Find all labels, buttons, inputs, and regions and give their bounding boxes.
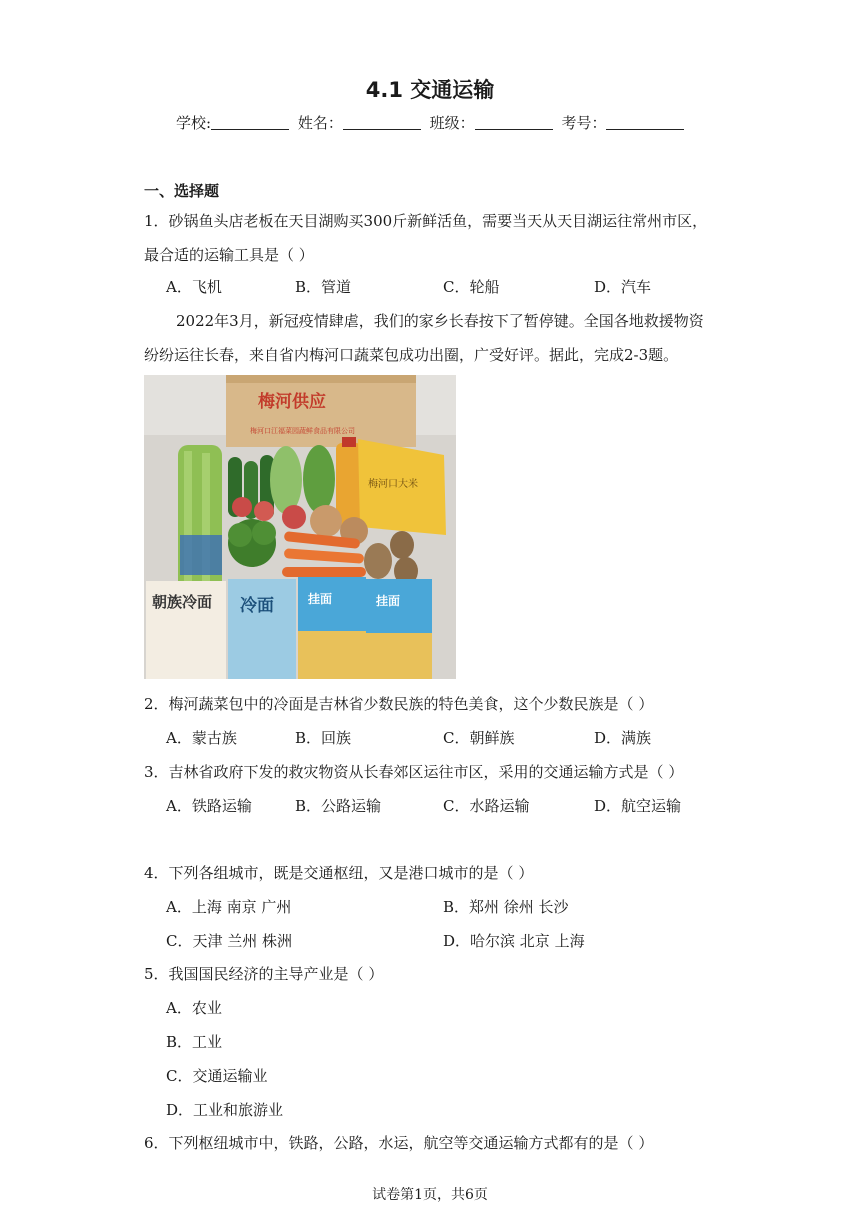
passage-line1: 2022年3月，新冠疫情肆虐，我们的家乡长春按下了暂停键。全国各地救援物资	[176, 312, 704, 330]
q2-option-c[interactable]: C．朝鲜族	[443, 729, 515, 747]
q5-text: 5．我国国民经济的主导产业是（ ）	[144, 965, 384, 983]
school-label: 学校:	[176, 114, 212, 132]
q5-option-d[interactable]: D．工业和旅游业	[166, 1101, 284, 1119]
q2-option-b[interactable]: B．回族	[295, 729, 352, 747]
q4-option-d[interactable]: D．哈尔滨 北京 上海	[443, 932, 585, 950]
exam-no-blank[interactable]	[606, 115, 684, 130]
student-info-line	[176, 112, 688, 133]
q4-option-a[interactable]: A．上海 南京 广州	[166, 898, 292, 916]
q1-text-line1: 1．砂锅鱼头店老板在天目湖购买300斤新鲜活鱼，需要当天从天目湖运往常州市区，	[144, 212, 708, 230]
passage-line2: 纷纷运往长春，来自省内梅河口蔬菜包成功出圈，广受好评。据此，完成2-3题。	[144, 346, 679, 364]
class-blank[interactable]	[475, 115, 553, 130]
q3-option-a[interactable]: A．铁路运输	[166, 797, 252, 815]
section-heading: 一、选择题	[144, 182, 220, 200]
noodle-bag2-label: 冷面	[240, 596, 274, 616]
q5-option-c[interactable]: C．交通运输业	[166, 1067, 268, 1085]
q4-option-b[interactable]: B．郑州 徐州 长沙	[443, 898, 569, 916]
q3-option-c[interactable]: C．水路运输	[443, 797, 530, 815]
q6-text: 6．下列枢纽城市中，铁路，公路，水运，航空等交通运输方式都有的是（ ）	[144, 1134, 654, 1152]
q1-option-c[interactable]: C．轮船	[443, 278, 500, 296]
rice-bag-label: 梅河口大米	[368, 479, 418, 490]
q5-option-a[interactable]: A．农业	[166, 999, 222, 1017]
q5-option-b[interactable]: B．工业	[166, 1033, 223, 1051]
page-title: 4.1 交通运输	[365, 78, 495, 102]
name-blank[interactable]	[343, 115, 421, 130]
q1-option-d[interactable]: D．汽车	[594, 278, 652, 296]
q2-option-d[interactable]: D．满族	[594, 729, 652, 747]
q1-option-b[interactable]: B．管道	[295, 278, 352, 296]
page-footer: 试卷第1页，共6页	[372, 1187, 488, 1203]
q3-option-d[interactable]: D．航空运输	[594, 797, 682, 815]
school-blank[interactable]	[211, 115, 289, 130]
name-label: 姓名：	[297, 114, 343, 132]
noodle-bag1-label: 朝族冷面	[152, 593, 213, 611]
q4-option-c[interactable]: C．天津 兰州 株洲	[166, 932, 293, 950]
box-sublabel: 梅河口江福菜园蔬鲜食品有限公司	[250, 427, 355, 435]
q3-option-b[interactable]: B．公路运输	[295, 797, 382, 815]
q1-text-line2: 最合适的运输工具是（ ）	[144, 246, 314, 264]
vegetable-package-illustration	[144, 375, 456, 679]
noodle-bag3-label: 挂面	[308, 592, 333, 606]
q1-option-a[interactable]: A．飞机	[166, 278, 222, 296]
noodle-bag4-label: 挂面	[376, 594, 401, 608]
q3-text: 3．吉林省政府下发的救灾物资从长春郊区运往市区，采用的交通运输方式是（ ）	[144, 763, 684, 781]
q4-text: 4．下列各组城市，既是交通枢纽，又是港口城市的是（ ）	[144, 864, 534, 882]
vegetable-package-photo	[144, 375, 456, 679]
class-label: 班级：	[429, 114, 475, 132]
exam-no-label: 考号：	[561, 114, 607, 132]
box-label: 梅河供应	[258, 392, 326, 412]
q2-option-a[interactable]: A．蒙古族	[166, 729, 237, 747]
q2-text: 2．梅河蔬菜包中的冷面是吉林省少数民族的特色美食，这个少数民族是（ ）	[144, 695, 654, 713]
